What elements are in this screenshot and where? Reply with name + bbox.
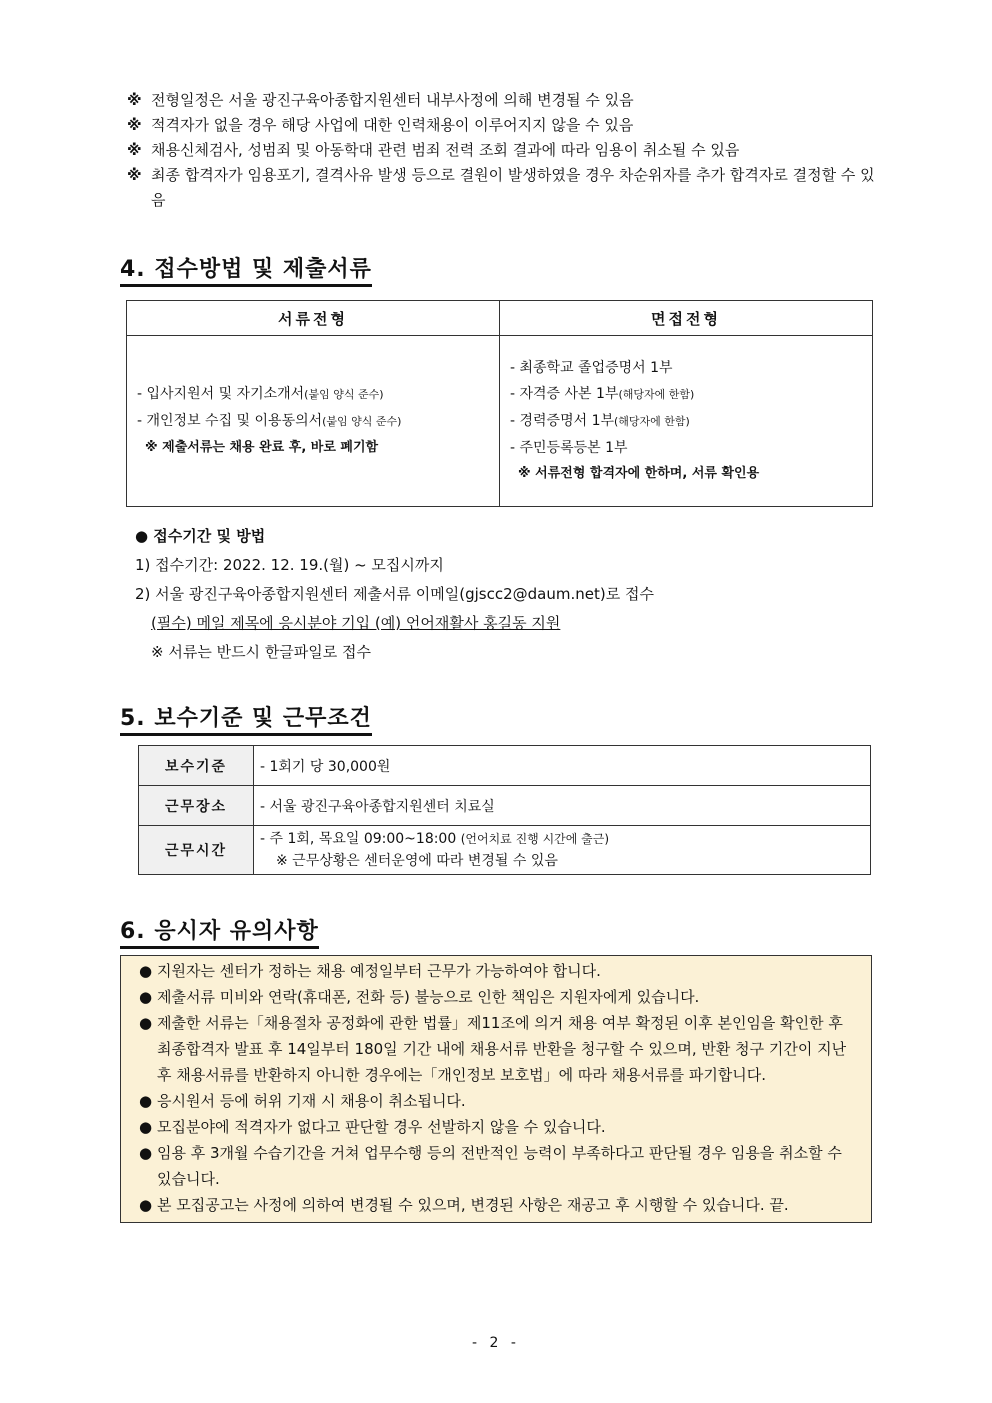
doc-line: - 최종학교 졸업증명서 1부 — [510, 360, 673, 376]
period-heading: ● 접수기간 및 방법 — [135, 527, 266, 545]
row-label: 근무시간 — [139, 826, 254, 875]
application-period — [135, 522, 895, 667]
bullet-icon: ● — [139, 962, 153, 980]
section-6-title: 6. 응시자 유의사항 — [120, 914, 319, 945]
doc-line: - 개인정보 수집 및 이용동의서(붙임 양식 준수) — [137, 413, 402, 429]
notice-item: ● 본 모집공고는 사정에 의하여 변경될 수 있으며, 변경된 사항은 재공고 후 시행할 수 있습니다. 끝. — [131, 1192, 861, 1218]
period-line: 2) 서울 광진구육아종합지원센터 제출서류 이메일(gjscc2@daum.net)로 접수 — [135, 585, 654, 603]
notice-item: ● 모집분야에 적격자가 없다고 판단할 경우 선발하지 않을 수 있습니다. — [131, 1114, 861, 1140]
note-item: ※ 적격자가 없을 경우 해당 사업에 대한 인력채용이 이루어지지 않을 수 있음 — [127, 113, 887, 138]
reference-mark: ※ — [127, 141, 142, 159]
row-label: 근무장소 — [139, 786, 254, 826]
period-line: ※ 서류는 반드시 한글파일로 접수 — [151, 643, 372, 661]
reference-mark: ※ — [127, 166, 142, 184]
documents-table — [126, 300, 873, 507]
period-line-underlined: (필수) 메일 제목에 응시분야 기입 (예) 언어재활사 홍길동 지원 — [151, 614, 561, 632]
bullet-icon: ● — [139, 1092, 153, 1110]
row-value: - 1회기 당 30,000원 — [254, 746, 871, 786]
doc-note: ※ 제출서류는 채용 완료 후, 바로 폐기함 — [145, 440, 379, 455]
notice-item: ● 제출한 서류는「채용절차 공정화에 관한 법률」제11조에 의거 채용 여부 확정된 이후 본인임을 확인한 후 최종합격자 발표 후 14일부터 180일 기간 내에 채용서류 반환을 청구할 수 있으며, 반환 청구 기간이 지난 후 채용서류를 반환하지 아니한 경우에는「개인정보 보호법」에 따라 채용서류를 파기합니다. — [131, 1010, 861, 1088]
doc-line: - 자격증 사본 1부(해당자에 한함) — [510, 386, 695, 402]
note-item: ※ 최종 합격자가 임용포기, 결격사유 발생 등으로 결원이 발생하였을 경우 차순위자를 추가 합격자로 결정할 수 있음 — [127, 163, 887, 213]
section-4-title: 4. 접수방법 및 제출서류 — [120, 252, 372, 283]
period-line: 1) 접수기간: 2022. 12. 19.(월) ~ 모집시까지 — [135, 556, 444, 574]
notice-item: ● 응시원서 등에 허위 기재 시 채용이 취소됩니다. — [131, 1088, 861, 1114]
notice-item: ● 지원자는 센터가 정하는 채용 예정일부터 근무가 가능하여야 합니다. — [131, 958, 861, 984]
bullet-icon: ● — [139, 1196, 153, 1214]
col-header-document-screening: 서류전형 — [127, 301, 500, 336]
doc-line: - 입사지원서 및 자기소개서(붙임 양식 준수) — [137, 386, 384, 402]
notes-list — [127, 88, 887, 213]
notice-item: ● 제출서류 미비와 연락(휴대폰, 전화 등) 불능으로 인한 책임은 지원자에게 있습니다. — [131, 984, 861, 1010]
interview-cell — [500, 336, 873, 507]
pay-conditions-table — [138, 745, 871, 875]
col-header-interview: 면접전형 — [500, 301, 873, 336]
section-5-title: 5. 보수기준 및 근무조건 — [120, 701, 372, 732]
doc-line: - 주민등록등본 1부 — [510, 440, 628, 456]
note-item: ※ 채용신체검사, 성범죄 및 아동학대 관련 범죄 전력 조회 결과에 따라 임용이 취소될 수 있음 — [127, 138, 887, 163]
row-value: - 서울 광진구육아종합지원센터 치료실 — [254, 786, 871, 826]
bullet-icon: ● — [139, 988, 153, 1006]
notice-item: ● 임용 후 3개월 수습기간을 거쳐 업무수행 등의 전반적인 능력이 부족하다고 판단될 경우 임용을 취소할 수 있습니다. — [131, 1140, 861, 1192]
document-screening-cell — [127, 336, 500, 507]
bullet-icon: ● — [139, 1144, 153, 1162]
doc-note: ※ 서류전형 합격자에 한하며, 서류 확인용 — [518, 466, 760, 481]
reference-mark: ※ — [127, 91, 142, 109]
row-label: 보수기준 — [139, 746, 254, 786]
reference-mark: ※ — [127, 116, 142, 134]
row-value: - 주 1회, 목요일 09:00~18:00 (언어치료 진행 시간에 출근) ※ 근무상황은 센터운영에 따라 변경될 수 있음 — [254, 826, 871, 875]
page-number: - 2 - — [472, 1335, 520, 1351]
applicant-notes-box — [120, 955, 872, 1223]
doc-line: - 경력증명서 1부(해당자에 한함) — [510, 413, 690, 429]
note-item: ※ 전형일정은 서울 광진구육아종합지원센터 내부사정에 의해 변경될 수 있음 — [127, 88, 887, 113]
bullet-icon: ● — [139, 1014, 153, 1032]
bullet-icon: ● — [139, 1118, 153, 1136]
